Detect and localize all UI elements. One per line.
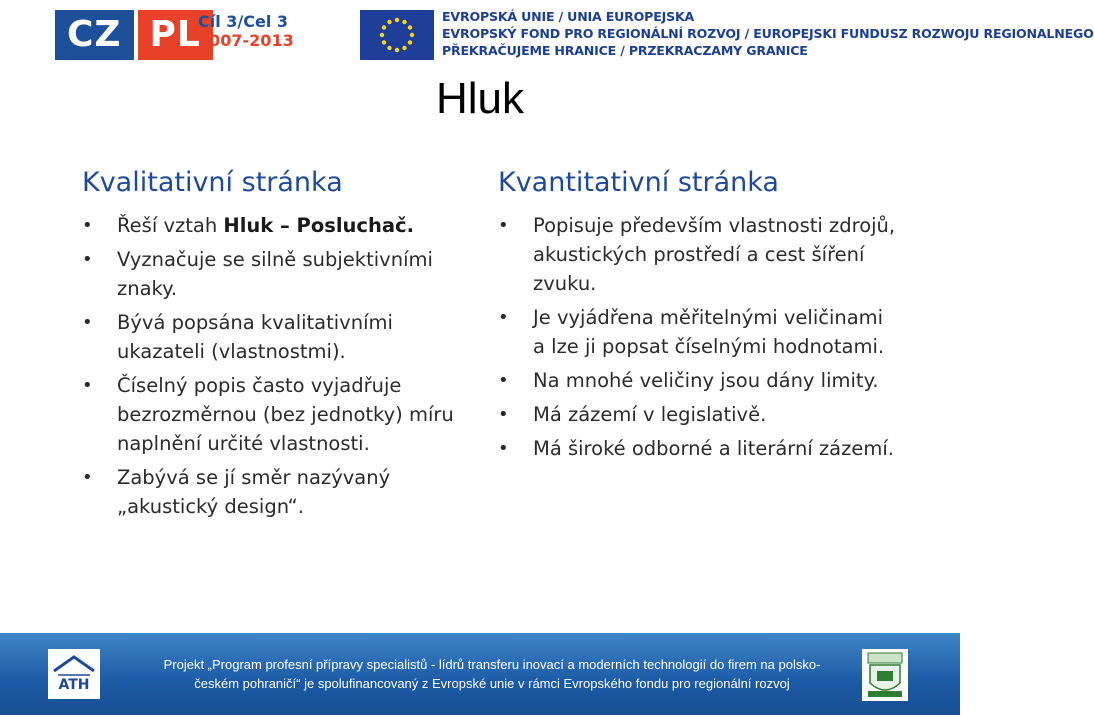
list-item-text: Je vyjádřena měřitelnými veličinami a lze ji popsat číselnými hodnotami. xyxy=(533,306,885,358)
footer-text xyxy=(147,655,837,693)
list-item xyxy=(82,308,472,366)
list-item-text: Popisuje především vlastnosti zdrojů, akustických prostředí a cest šíření zvuku. xyxy=(533,214,896,295)
list-item-text: Zabývá se jí směr nazývaný „akustický design“. xyxy=(117,466,391,518)
footer-line: Projekt „Program profesní přípravy specialistů - lídrů transferu inovací a moderních technologií do firem na polsko- xyxy=(163,657,821,672)
bullet-icon: • xyxy=(82,249,93,270)
czpl-logo-cz: CZ xyxy=(55,10,134,60)
programme-years: 2007-2013 xyxy=(198,31,294,50)
eu-line: EVROPSKÁ UNIE / UNIA EUROPEJSKA xyxy=(442,9,695,24)
eu-flag-icon xyxy=(360,10,434,60)
slide-title: Hluk xyxy=(435,74,525,123)
list-item xyxy=(82,211,472,240)
bullet-icon: • xyxy=(82,375,93,396)
eu-line: PŘEKRAČUJEME HRANICE / PRZEKRACZAMY GRANICE xyxy=(442,43,808,58)
qualitative-column xyxy=(82,165,472,526)
qualitative-heading: Kvalitativní stránka xyxy=(82,167,343,198)
crest-logo-icon xyxy=(862,649,908,701)
bullet-icon: • xyxy=(498,370,509,391)
eu-line: EVROPSKÝ FOND PRO REGIONÁLNÍ ROZVOJ / EUROPEJSKI FUNDUSZ ROZWOJU REGIONALNEGO xyxy=(442,26,1094,41)
qualitative-list xyxy=(82,211,472,521)
list-item xyxy=(82,245,472,303)
bullet-icon: • xyxy=(498,215,509,236)
list-item-text: Řeší vztah xyxy=(117,214,224,237)
list-item xyxy=(82,463,472,521)
list-item xyxy=(498,400,898,429)
quantitative-column xyxy=(498,165,898,468)
list-item xyxy=(498,434,898,463)
programme-label xyxy=(198,12,294,50)
list-item xyxy=(82,371,472,458)
list-item xyxy=(498,211,898,298)
list-item-text: Číselný popis často vyjadřuje bezrozměrnou (bez jednotky) míru naplnění určité vlastnosti. xyxy=(117,374,454,455)
bullet-icon: • xyxy=(498,438,509,459)
bullet-icon: • xyxy=(82,467,93,488)
list-item xyxy=(498,303,898,361)
bullet-icon: • xyxy=(82,312,93,333)
czpl-logo xyxy=(55,10,213,60)
list-item-text: Bývá popsána kvalitativními ukazateli (vlastnostmi). xyxy=(117,311,393,363)
list-item-text: Na mnohé veličiny jsou dány limity. xyxy=(533,369,879,392)
bullet-icon: • xyxy=(82,215,93,236)
list-item xyxy=(498,366,898,395)
quantitative-list xyxy=(498,211,898,463)
list-item-text: Vyznačuje se silně subjektivními znaky. xyxy=(117,248,433,300)
footer-line: českém pohraničí“ je spolufinancovaný z Evropské unie v rámci Evropského fondu pro regionální rozvoj xyxy=(194,676,790,691)
eu-funding-text xyxy=(442,8,1094,59)
bullet-icon: • xyxy=(498,307,509,328)
programme-goal: Cíl 3/Cel 3 xyxy=(198,12,289,31)
list-item-bold: Hluk – Posluchač. xyxy=(223,214,414,237)
header-logos xyxy=(0,0,1094,70)
footer-bar xyxy=(0,633,960,715)
bullet-icon: • xyxy=(498,404,509,425)
list-item-text: Má široké odborné a literární zázemí. xyxy=(533,437,894,460)
ath-logo-text: ATH xyxy=(58,677,90,693)
list-item-text: Má zázemí v legislativě. xyxy=(533,403,767,426)
quantitative-heading: Kvantitativní stránka xyxy=(498,167,779,198)
czpl-logo-pl: PL xyxy=(138,10,213,60)
ath-logo xyxy=(48,649,100,699)
